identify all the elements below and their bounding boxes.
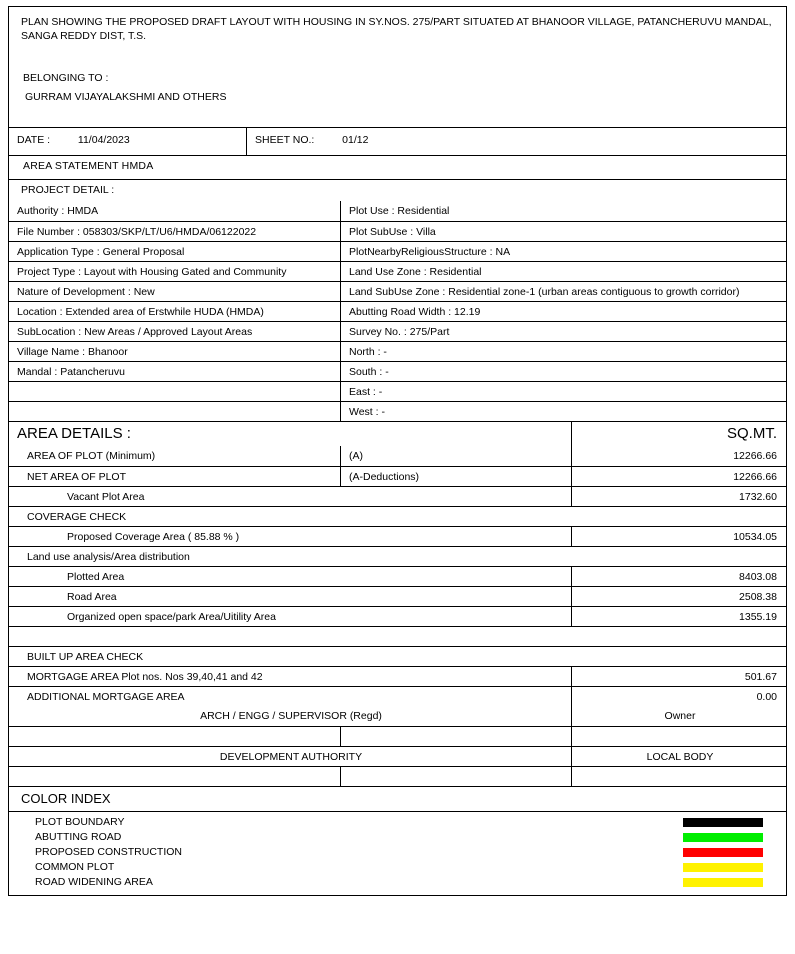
- project-detail-heading: PROJECT DETAIL :: [21, 184, 115, 196]
- project-detail-right-cell: Plot SubUse : Villa: [340, 222, 786, 241]
- area-details-label: Organized open space/park Area/Uitility Area: [67, 611, 276, 623]
- area-details-label: NET AREA OF PLOT: [27, 471, 127, 483]
- color-index-item-label: PLOT BOUNDARY: [35, 816, 125, 828]
- area-details-label: Proposed Coverage Area ( 85.88 % ): [67, 531, 240, 543]
- project-detail-row: [9, 221, 786, 241]
- color-index-legend-row: [9, 811, 786, 895]
- area-statement-heading: AREA STATEMENT HMDA: [23, 160, 154, 172]
- area-details-label: Road Area: [67, 591, 117, 603]
- area-details-row: [9, 566, 786, 586]
- project-detail-left-cell: Nature of Development : New: [17, 286, 155, 298]
- project-detail-left-cell: Application Type : General Proposal: [17, 246, 185, 258]
- project-detail-left-cell: [9, 382, 340, 401]
- project-detail-row: [9, 241, 786, 261]
- color-index-item-label: ROAD WIDENING AREA: [35, 876, 153, 888]
- supervisor-signature-field[interactable]: [340, 727, 571, 746]
- area-details-label: Vacant Plot Area: [67, 491, 145, 503]
- project-detail-heading-row: [9, 179, 786, 201]
- date-label: DATE :: [17, 134, 51, 146]
- project-detail-left-cell: Authority : HMDA: [17, 205, 99, 217]
- color-index-item: [9, 860, 786, 875]
- sheet-cell: [246, 128, 786, 155]
- area-details-value: 1355.19: [571, 607, 786, 626]
- project-detail-left-cell: [9, 402, 340, 421]
- area-details-value: 2508.38: [571, 587, 786, 606]
- color-index-swatch: [683, 833, 763, 842]
- project-detail-right-cell: South : -: [340, 362, 786, 381]
- project-detail-left-cell: File Number : 058303/SKP/LT/U6/HMDA/06122022: [17, 226, 257, 238]
- date-value: 11/04/2023: [77, 134, 130, 146]
- area-details-value: 10534.05: [571, 527, 786, 546]
- area-details-row: [9, 486, 786, 506]
- arch-owner-signature-row[interactable]: [9, 726, 786, 746]
- area-details-formula: (A): [340, 446, 571, 466]
- project-detail-row: [9, 281, 786, 301]
- development-authority-signature-field[interactable]: [9, 767, 340, 786]
- owner-signature-field[interactable]: [571, 727, 786, 746]
- plan-title-row: [9, 7, 786, 47]
- color-index-item-label: COMMON PLOT: [35, 861, 115, 873]
- project-detail-row: [9, 301, 786, 321]
- unit-header: SQ.MT.: [571, 422, 786, 446]
- color-index-item: [9, 815, 786, 830]
- sheet-label: SHEET NO.:: [255, 134, 315, 146]
- color-index-swatch: [683, 863, 763, 872]
- color-index-swatch: [683, 818, 763, 827]
- area-details-row: [9, 466, 786, 486]
- signature-block: [9, 706, 786, 786]
- color-index-item: [9, 845, 786, 860]
- development-authority-label: DEVELOPMENT AUTHORITY: [219, 751, 363, 763]
- area-details-heading: AREA DETAILS :: [17, 425, 131, 442]
- local-body-signature-field[interactable]: [571, 767, 786, 786]
- area-details-label: AREA OF PLOT (Minimum): [27, 450, 156, 462]
- area-details-label: ADDITIONAL MORTGAGE AREA: [27, 691, 185, 703]
- area-details-row: [9, 446, 786, 466]
- project-detail-left-cell: SubLocation : New Areas / Approved Layout Areas: [17, 326, 253, 338]
- area-details-row: [9, 606, 786, 626]
- area-details-row: [9, 666, 786, 686]
- project-detail-left-cell: Location : Extended area of Erstwhile HUDA (HMDA): [17, 306, 264, 318]
- authority-extra-signature-field[interactable]: [340, 767, 571, 786]
- area-details-section-label: COVERAGE CHECK: [27, 511, 127, 523]
- project-detail-row: [9, 201, 786, 221]
- project-detail-right-cell: Plot Use : Residential: [340, 201, 786, 221]
- area-details-section-label: [9, 627, 786, 646]
- color-index-block: [8, 787, 787, 896]
- area-details-rows: [9, 446, 786, 706]
- authority-signature-row[interactable]: [9, 766, 786, 786]
- date-cell: [9, 128, 246, 155]
- area-statement-heading-row: [9, 156, 786, 179]
- color-index-heading-row: [9, 787, 786, 811]
- arch-signature-field[interactable]: [9, 727, 340, 746]
- title-spacer: [23, 107, 776, 123]
- belonging-label: BELONGING TO :: [23, 72, 109, 84]
- belonging-block: [9, 47, 786, 127]
- color-index-swatch: [683, 878, 763, 887]
- color-index-item: [9, 875, 786, 890]
- sheet-value: 01/12: [342, 134, 369, 146]
- owner-name: GURRAM VIJAYALAKSHMI AND OTHERS: [25, 91, 227, 103]
- color-index-item-label: ABUTTING ROAD: [35, 831, 122, 843]
- authority-localbody-row: [9, 746, 786, 766]
- project-detail-row: [9, 381, 786, 401]
- area-details-value: 0.00: [571, 687, 786, 706]
- area-details-row: [9, 646, 786, 666]
- area-details-section-label: Land use analysis/Area distribution: [27, 551, 190, 563]
- project-detail-right-cell: PlotNearbyReligiousStructure : NA: [340, 242, 786, 261]
- project-detail-right-cell: Survey No. : 275/Part: [340, 322, 786, 341]
- project-detail-row: [9, 321, 786, 341]
- color-index-heading: COLOR INDEX: [21, 791, 111, 806]
- date-sheet-row: [9, 127, 786, 155]
- project-detail-rows: [9, 201, 786, 421]
- area-details-row: [9, 686, 786, 706]
- plan-title: PLAN SHOWING THE PROPOSED DRAFT LAYOUT WITH HOUSING IN SY.NOS. 275/PART SITUATED AT BHANOOR VILLAGE, PATANCHERUVU MANDAL, SANGA REDDY DIST, T.S.: [21, 16, 772, 42]
- area-details-block: [8, 422, 787, 787]
- area-details-row: [9, 626, 786, 646]
- project-detail-left-cell: Village Name : Bhanoor: [17, 346, 128, 358]
- area-details-label: Plotted Area: [67, 571, 125, 583]
- area-details-value: 8403.08: [571, 567, 786, 586]
- project-detail-row: [9, 361, 786, 381]
- area-details-row: [9, 586, 786, 606]
- area-details-value: 12266.66: [571, 467, 786, 486]
- owner-label: Owner: [571, 706, 786, 726]
- color-index-legend: [9, 812, 786, 895]
- belonging-row: [9, 47, 786, 127]
- local-body-label: LOCAL BODY: [571, 747, 786, 766]
- color-index-swatch: [683, 848, 763, 857]
- project-detail-right-cell: East : -: [340, 382, 786, 401]
- project-detail-left-cell: Mandal : Patancheruvu: [17, 366, 125, 378]
- project-detail-right-cell: Land SubUse Zone : Residential zone-1 (urban areas contiguous to growth corridor): [340, 282, 786, 301]
- area-details-section-label: BUILT UP AREA CHECK: [27, 651, 144, 663]
- project-detail-right-cell: Abutting Road Width : 12.19: [340, 302, 786, 321]
- area-details-label: MORTGAGE AREA Plot nos. Nos 39,40,41 and 42: [27, 671, 263, 683]
- area-details-heading-row: [9, 422, 786, 446]
- area-details-row: [9, 546, 786, 566]
- project-detail-block: [8, 156, 787, 422]
- area-details-value: 501.67: [571, 667, 786, 686]
- arch-engg-supervisor-label: ARCH / ENGG / SUPERVISOR (Regd): [200, 710, 382, 722]
- color-index-item: [9, 830, 786, 845]
- title-block: [8, 6, 787, 156]
- project-detail-right-cell: Land Use Zone : Residential: [340, 262, 786, 281]
- area-details-row: [9, 506, 786, 526]
- project-detail-row: [9, 341, 786, 361]
- area-details-value: 12266.66: [571, 446, 786, 466]
- project-detail-row: [9, 261, 786, 281]
- area-details-row: [9, 526, 786, 546]
- project-detail-right-cell: North : -: [340, 342, 786, 361]
- area-details-formula: (A-Deductions): [340, 467, 571, 486]
- project-detail-right-cell: West : -: [340, 402, 786, 421]
- project-detail-row: [9, 401, 786, 421]
- area-details-value: 1732.60: [571, 487, 786, 506]
- color-index-item-label: PROPOSED CONSTRUCTION: [35, 846, 183, 858]
- arch-owner-row: [9, 706, 786, 726]
- project-detail-left-cell: Project Type : Layout with Housing Gated and Community: [17, 266, 287, 278]
